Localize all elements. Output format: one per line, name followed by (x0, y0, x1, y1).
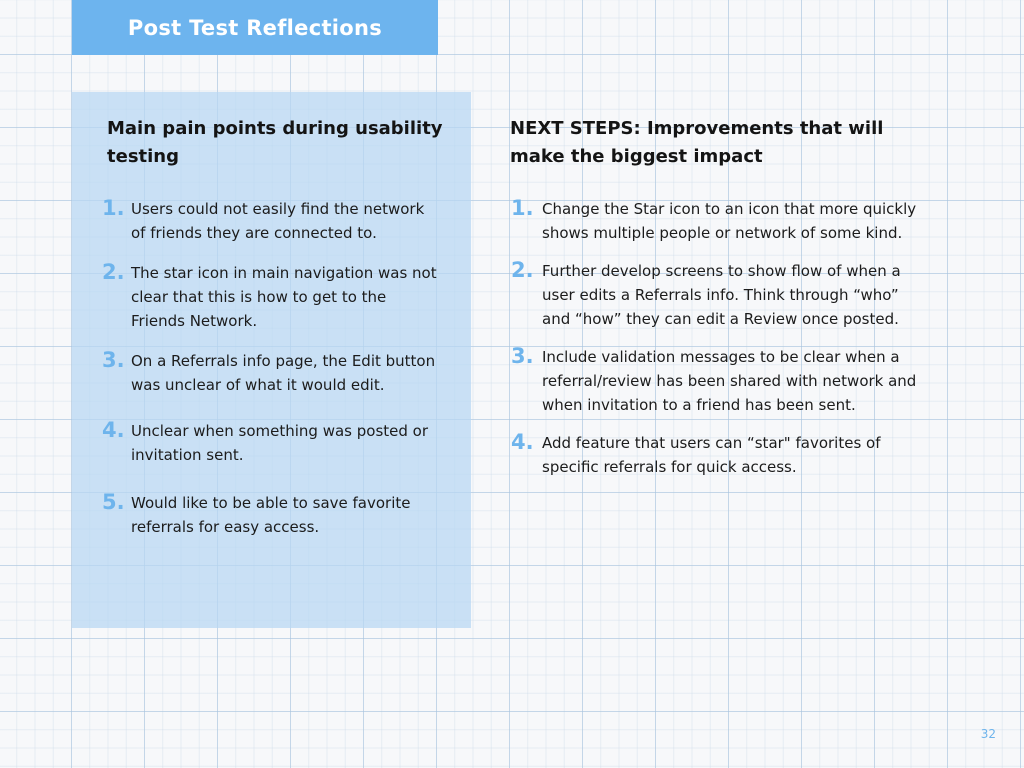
next-step-text: Include validation messages to be clear when a referral/review has been shared with network and when invitation to a friend has been sent. (542, 348, 917, 414)
list-number: 5. (102, 490, 125, 514)
next-steps-heading: NEXT STEPS: Improvements that will make the biggest impact (510, 118, 884, 167)
pain-point-text: On a Referrals info page, the Edit button was unclear of what it would edit. (131, 352, 436, 394)
pain-point-item (102, 349, 442, 397)
pain-point-item (102, 197, 442, 245)
page-number: 32 (980, 727, 996, 741)
pain-point-text: The star icon in main navigation was not clear that this is how to get to the Friends Network. (131, 264, 437, 330)
next-step-text: Change the Star icon to an icon that more quickly shows multiple people or network of some kind. (542, 200, 917, 242)
list-number: 3. (102, 348, 125, 372)
next-step-item (511, 431, 931, 479)
list-number: 1. (511, 196, 534, 220)
pain-point-text: Users could not easily find the network of friends they are connected to. (131, 200, 425, 242)
list-number: 2. (511, 258, 534, 282)
slide-title: Post Test Reflections (127, 15, 383, 40)
list-number: 4. (102, 418, 125, 442)
list-number: 2. (102, 260, 125, 284)
pain-point-item (102, 491, 442, 539)
next-step-item (511, 259, 931, 331)
pain-points-heading: Main pain points during usability testing (107, 118, 443, 167)
pain-point-item (102, 261, 442, 333)
pain-point-text: Would like to be able to save favorite referrals for easy access. (131, 494, 411, 536)
list-number: 3. (511, 344, 534, 368)
pain-point-text: Unclear when something was posted or invitation sent. (131, 422, 429, 464)
next-step-text: Add feature that users can “star" favorites of specific referrals for quick access. (542, 434, 881, 476)
list-number: 1. (102, 196, 125, 220)
next-steps-list (511, 197, 931, 479)
next-step-item (511, 345, 931, 417)
pain-point-item (102, 419, 442, 467)
pain-points-list (102, 197, 442, 539)
list-number: 4. (511, 430, 534, 454)
next-step-item (511, 197, 931, 245)
title-banner (72, 0, 438, 55)
next-step-text: Further develop screens to show flow of when a user edits a Referrals info. Think through “who” and “how” they can edit a Review once posted. (542, 262, 901, 328)
